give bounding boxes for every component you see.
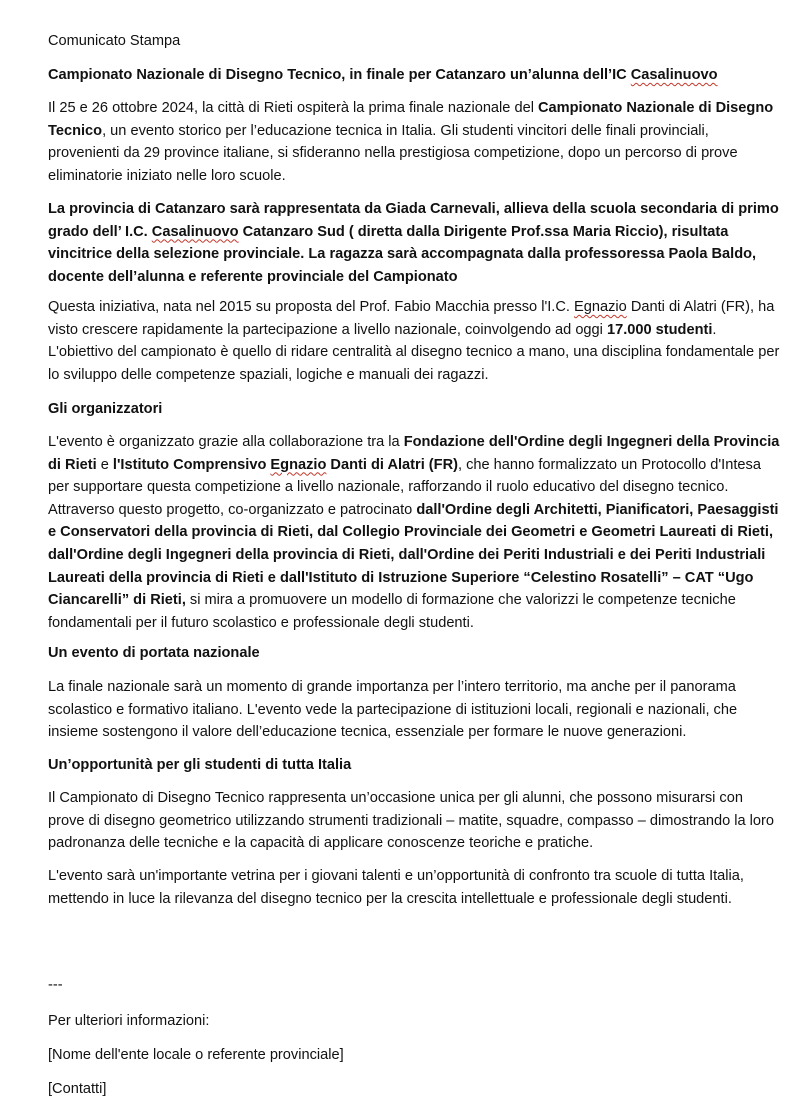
separator: --- [48,977,63,993]
showcase-paragraph: L'evento sarà un'importante vetrina per i giovani talenti e un’opportunità di confronto tra scuole di tutta Italia, mettendo in luce la rilevanza del disegno tecnico per la crescita intellettuale e professionale degli studenti. [48,868,744,907]
entity-placeholder: [Nome dell'ente locale o referente provinciale] [48,1047,344,1063]
misspelled-word: Egnazio [574,299,627,315]
opportunity-paragraph: Il Campionato di Disegno Tecnico rappresenta un’occasione unica per gli alunni, che possono misurarsi con prove di disegno geometrico utilizzando strumenti tradizionali – matite, squadre, compasso – dimostrando la loro padronanza delle tecniche e la capacità di applicare conoscenze teoriche e pratiche. [48,790,775,852]
document-type-label: Comunicato Stampa [48,33,181,49]
more-info-label: Per ulteriori informazioni: [48,1013,210,1029]
misspelled-word: Casalinuovo [630,67,718,83]
section-heading-opportunity: Un’opportunità per gli studenti di tutta Italia [48,757,352,773]
catanzaro-paragraph: La provincia di Catanzaro sarà rappresentata da Giada Carnevali, allieva della scuola secondaria di primo grado dell’ I.C. Casalinuovo Catanzaro Sud ( diretta dalla Dirigente Prof.ssa Maria Riccio), risultata vincitrice della selezione provinciale. La ragazza sarà accompagnata dalla professoressa Paola Baldo, docente dell’alunna e referente provinciale del Campionato [48,201,779,285]
misspelled-word: Casalinuovo [151,223,239,240]
contacts-placeholder: [Contatti] [48,1081,107,1097]
organizers-paragraph: L'evento è organizzato grazie alla collaborazione tra la Fondazione dell'Ordine degli Ingegneri della Provincia di Rieti e l'Istituto Comprensivo Egnazio Danti di Alatri (FR), che hanno formalizzato un Protocollo d'Intesa per supportare questa competizione a livello nazionale, rafforzando il ruolo educativo del disegno tecnico. Attraverso questo progetto, co-organizzato e patrocinato dall'Ordine degli Architetti, Pianificatori, Paesaggisti e Conservatori della provincia di Rieti, dal Collegio Provinciale dei Geometri e Geometri Laureati di Rieti, dall'Ordine degli Ingegneri della provincia di Rieti, dall'Ordine dei Periti Industriali e dei Periti Industriali Laureati della provincia di Rieti e dall'Istituto di Istruzione Superiore “Celestino Rosatelli” – CAT “Ugo Ciancarelli” di Rieti, si mira a promuovere un modello di formazione che valorizzi le competenze tecniche fondamentali per il futuro scolastico e professionale degli studenti. [48,434,780,631]
section-heading-national: Un evento di portata nazionale [48,645,260,661]
section-heading-organizers: Gli organizzatori [48,401,163,417]
intro-paragraph: Il 25 e 26 ottobre 2024, la città di Rieti ospiterà la prima finale nazionale del Campionato Nazionale di Disegno Tecnico, un evento storico per l’educazione tecnica in Italia. Gli studenti vincitori delle finali provinciali, provenienti da 29 province italiane, si sfideranno nella prestigiosa competizione, dopo un percorso di prove eliminatorie iniziato nelle loro scuole. [48,100,774,184]
initiative-paragraph: Questa iniziativa, nata nel 2015 su proposta del Prof. Fabio Macchia presso l'I.C. Egnazio Danti di Alatri (FR), ha visto crescere rapidamente la partecipazione a livello nazionale, coinvolgendo ad oggi 17.000 studenti. L'obiettivo del campionato è quello di ridare centralità al disegno tecnico a mano, una disciplina fondamentale per lo sviluppo delle competenze spaziali, logiche e manuali dei ragazzi. [48,299,780,383]
national-paragraph: La finale nazionale sarà un momento di grande importanza per l’intero territorio, ma anche per il panorama scolastico e formativo italiano. L'evento vede la partecipazione di istituzioni locali, regionali e nazionali, che insieme sostengono il valore dell’educazione tecnica, essenziale per formare le nuove generazioni. [48,679,738,741]
misspelled-word: Egnazio [270,456,327,473]
document-title: Campionato Nazionale di Disegno Tecnico, in finale per Catanzaro un’alunna dell’IC Casalinuovo [48,67,718,83]
